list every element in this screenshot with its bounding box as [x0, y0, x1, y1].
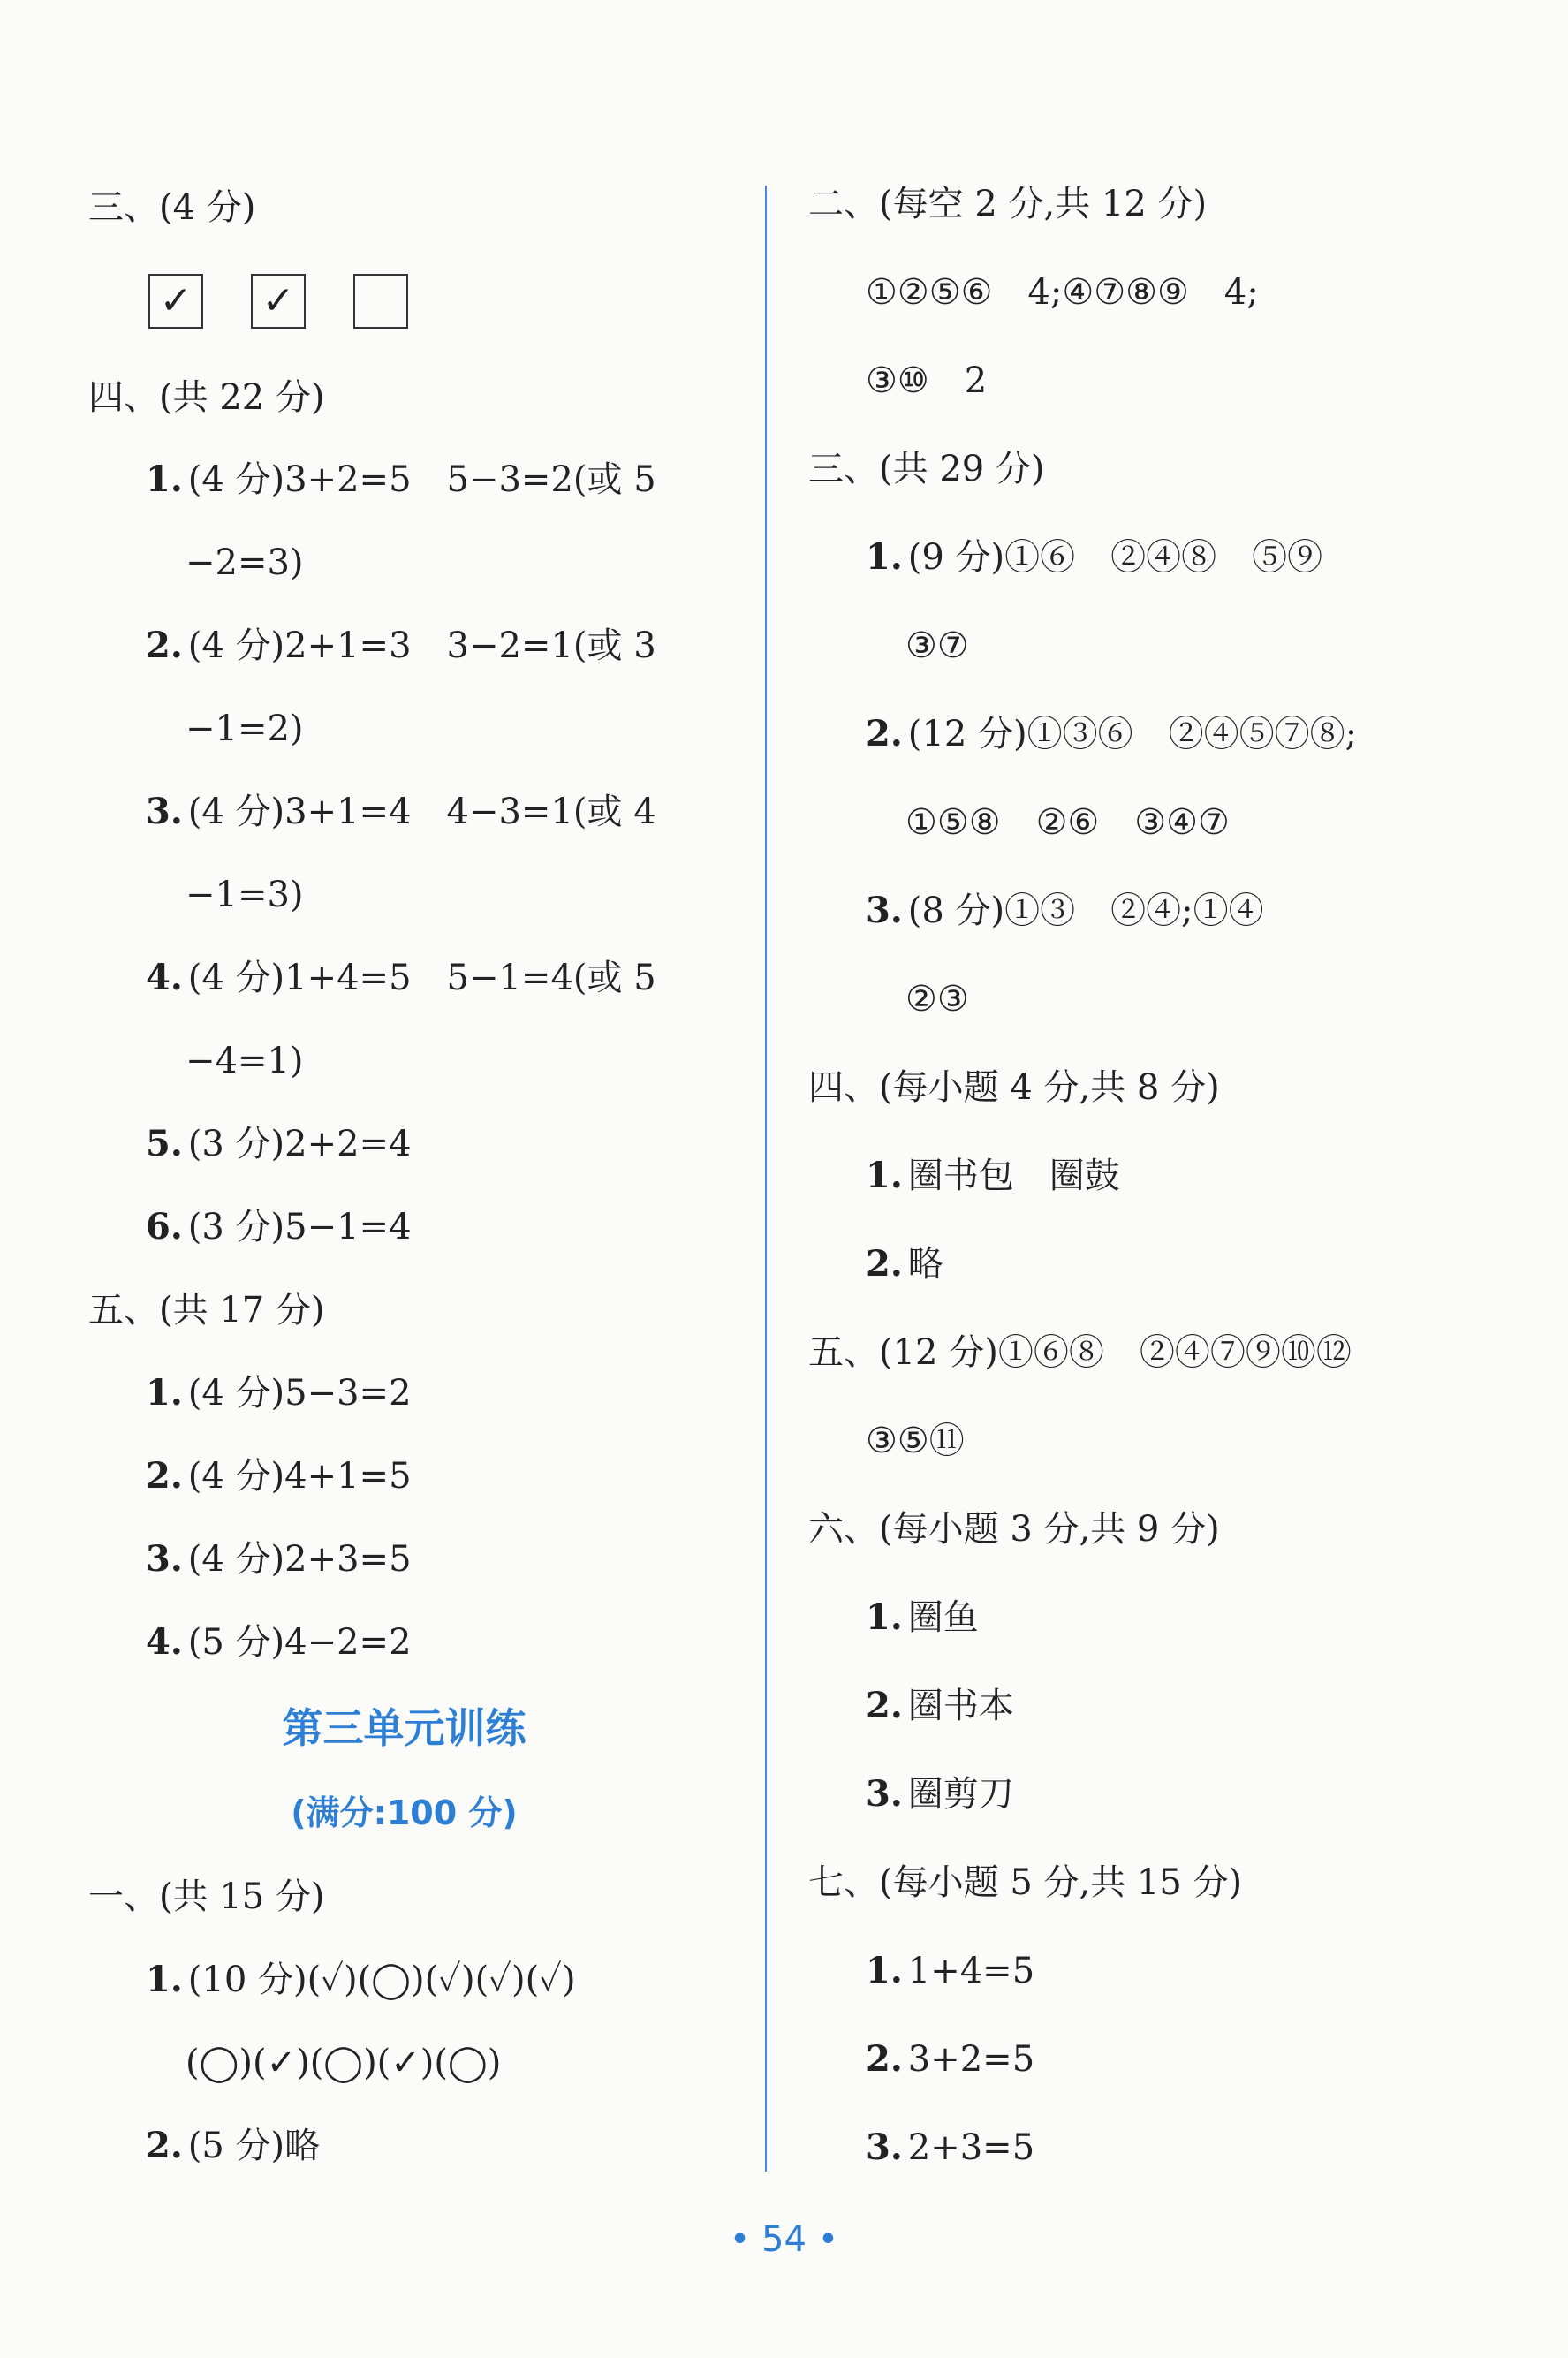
- answer-item: [146, 2124, 320, 2168]
- item-text: 圈书包 圈鼓: [907, 1156, 1120, 1196]
- answer-item-continued: ②③: [905, 979, 969, 1020]
- item-number: 3.: [866, 890, 903, 931]
- item-text: (9 分)①⑥ ②④⑧ ⑤⑨: [907, 537, 1323, 578]
- item-number: 2.: [866, 1243, 903, 1285]
- answer-item: [146, 458, 656, 502]
- answer-item: [866, 1154, 1120, 1198]
- item-number: 1.: [866, 1950, 903, 1991]
- answer-item: [866, 1772, 1014, 1816]
- item-number: 5.: [146, 1123, 183, 1164]
- item-number: 3.: [146, 1538, 183, 1580]
- answer-line: ③⑩ 2: [866, 360, 988, 401]
- answer-item-continued: −1=2): [186, 709, 304, 749]
- item-text: (4 分)3+2=5 5−3=2(或 5: [187, 459, 656, 500]
- item-number: 2.: [866, 2038, 903, 2080]
- answer-item: [146, 1371, 412, 1415]
- item-number: 1.: [146, 459, 183, 500]
- answer-item: [866, 1596, 979, 1640]
- section-3-title: 三、(4 分): [88, 187, 256, 228]
- item-text: (4 分)4+1=5: [187, 1456, 412, 1497]
- item-text: 3+2=5: [907, 2039, 1035, 2080]
- section-4-title: 四、(每小题 4 分,共 8 分): [808, 1067, 1220, 1108]
- answer-item: [866, 889, 1264, 933]
- item-number: 1.: [146, 1959, 183, 2000]
- item-text: 圈鱼: [907, 1597, 979, 1638]
- unit-subtitle: (满分:100 分): [291, 1793, 518, 1832]
- answer-item: [146, 624, 656, 668]
- check-box-3: [353, 274, 408, 329]
- item-text: (4 分)2+1=3 3−2=1(或 3: [187, 626, 656, 666]
- answer-item-continued: ①⑤⑧ ②⑥ ③④⑦: [905, 802, 1230, 843]
- answer-item: [866, 1949, 1034, 1993]
- item-text: (8 分)①③ ②④;①④: [907, 891, 1264, 931]
- unit-title: 第三单元训练: [282, 1704, 526, 1752]
- section-3-title: 三、(共 29 分): [808, 449, 1045, 489]
- item-number: 3.: [866, 1773, 903, 1815]
- section-7-title: 七、(每小题 5 分,共 15 分): [808, 1862, 1243, 1903]
- page-number: • 54 •: [729, 2219, 839, 2260]
- item-text: (4 分)3+1=4 4−3=1(或 4: [187, 792, 656, 832]
- item-text: (12 分)①③⑥ ②④⑤⑦⑧;: [907, 714, 1358, 754]
- item-text: (5 分)略: [187, 2126, 321, 2166]
- item-text: (4 分)1+4=5 5−1=4(或 5: [187, 958, 656, 998]
- answer-item-continued: −4=1): [186, 1041, 304, 1081]
- answer-item: [866, 2126, 1034, 2170]
- item-number: 1.: [146, 1372, 183, 1414]
- item-number: 2.: [146, 2125, 183, 2166]
- answer-item: [866, 535, 1322, 580]
- item-number: 4.: [146, 957, 183, 998]
- item-text: (10 分)(✓)(◯)(✓)(✓)(✓): [187, 1960, 576, 2000]
- item-number: 4.: [146, 1621, 183, 1663]
- item-text: 1+4=5: [907, 1951, 1035, 1991]
- item-text: 2+3=5: [907, 2127, 1035, 2168]
- item-text: (5 分)4−2=2: [187, 1622, 412, 1663]
- answer-item: [146, 790, 656, 834]
- item-number: 2.: [866, 713, 903, 754]
- answer-item: [146, 1454, 412, 1498]
- answer-item-continued: (◯)(✓)(◯)(✓)(◯): [186, 2043, 502, 2083]
- section-6-title: 六、(每小题 3 分,共 9 分): [808, 1509, 1220, 1550]
- answer-line: ③⑤⑪: [866, 1421, 965, 1461]
- item-number: 2.: [146, 625, 183, 666]
- answer-item: [146, 1122, 412, 1166]
- item-text: (4 分)5−3=2: [187, 1373, 412, 1414]
- answer-item: [866, 1242, 943, 1286]
- item-number: 1.: [866, 1596, 903, 1638]
- check-box-1: ✓: [148, 274, 203, 329]
- item-text: (4 分)2+3=5: [187, 1539, 412, 1580]
- section-4-title: 四、(共 22 分): [88, 377, 325, 418]
- answer-item-continued: −2=3): [186, 542, 304, 583]
- item-number: 3.: [866, 2127, 903, 2168]
- item-text: 圈剪刀: [907, 1774, 1014, 1815]
- answer-item: [146, 1620, 412, 1664]
- section-5-title: 五、(12 分)①⑥⑧ ②④⑦⑨⑩⑫: [808, 1332, 1352, 1373]
- answer-item: [146, 1205, 412, 1249]
- answer-item: [146, 1537, 412, 1581]
- answer-item: [866, 2037, 1034, 2081]
- item-number: 1.: [866, 536, 903, 578]
- item-number: 6.: [146, 1206, 183, 1247]
- item-number: 2.: [866, 1685, 903, 1726]
- column-divider: [765, 186, 767, 2172]
- item-number: 2.: [146, 1455, 183, 1497]
- answer-item-continued: −1=3): [186, 875, 304, 915]
- answer-item: [146, 1958, 576, 2002]
- section-2-title: 二、(每空 2 分,共 12 分): [808, 184, 1208, 224]
- section-1-title: 一、(共 15 分): [88, 1877, 325, 1917]
- item-text: 略: [907, 1244, 943, 1285]
- answer-item: [866, 712, 1357, 756]
- answer-item: [866, 1684, 1014, 1728]
- item-number: 1.: [866, 1155, 903, 1196]
- answer-line: ①②⑤⑥ 4;④⑦⑧⑨ 4;: [866, 272, 1259, 313]
- item-text: (3 分)5−1=4: [187, 1207, 412, 1247]
- section-5-title: 五、(共 17 分): [88, 1290, 325, 1331]
- item-text: 圈书本: [907, 1686, 1014, 1726]
- answer-item-continued: ③⑦: [905, 626, 969, 666]
- item-text: (3 分)2+2=4: [187, 1124, 412, 1164]
- check-box-2: ✓: [251, 274, 306, 329]
- item-number: 3.: [146, 791, 183, 832]
- answer-item: [146, 956, 656, 1000]
